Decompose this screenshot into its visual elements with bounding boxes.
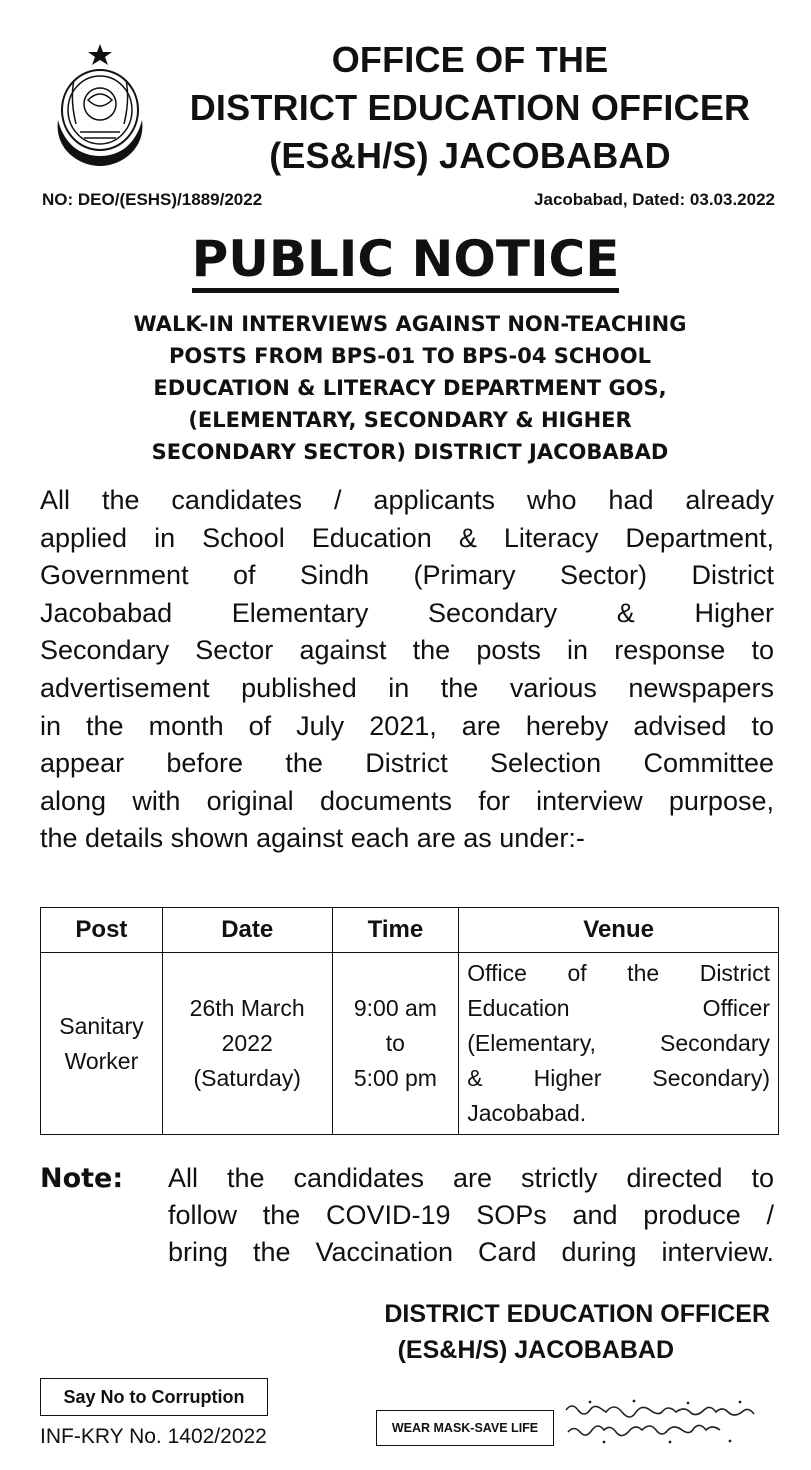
column-header-post: Post [41, 908, 163, 953]
venue-line: & Higher Secondary) [467, 1065, 770, 1091]
column-header-time: Time [332, 908, 459, 953]
body-line: in the month of July 2021, are hereby advised to [40, 710, 774, 741]
cell-post [41, 953, 163, 1135]
signature-office: (ES&H/S) JACOBABAD [397, 1336, 674, 1364]
body-line: along with original documents for interview purpose, [40, 785, 774, 816]
table-header-row [41, 908, 779, 953]
office-line: DISTRICT EDUCATION OFFICER [189, 87, 751, 128]
notice-title [0, 228, 811, 290]
subtitle-line: (ELEMENTARY, SECONDARY & HIGHER [188, 408, 632, 432]
signature-title: DISTRICT EDUCATION OFFICER [384, 1300, 770, 1328]
cell-time [332, 953, 459, 1135]
column-header-date: Date [162, 908, 332, 953]
notice-title-text: PUBLIC NOTICE [192, 230, 620, 293]
sindh-government-emblem-logo [40, 40, 160, 170]
venue-line: Office of the District [467, 960, 770, 986]
body-line: Jacobabad Elementary Secondary & Higher [40, 597, 774, 628]
body-line: the details shown against each are as under:- [40, 823, 585, 854]
reference-number: NO: DEO/(ESHS)/1889/2022 [42, 190, 263, 209]
interview-schedule-table [40, 907, 779, 1135]
date-line: 2022 [221, 1030, 273, 1056]
table-row [41, 953, 779, 1135]
time-line: to [385, 1030, 405, 1056]
body-line: advertisement published in the various newspapers [40, 672, 774, 703]
note-text [168, 1160, 774, 1271]
urdu-slogan-calligraphy [560, 1392, 780, 1452]
note-line: follow the COVID-19 SOPs and produce / [168, 1200, 774, 1230]
venue-line: Education Officer [467, 995, 770, 1021]
subtitle-line: SECONDARY SECTOR) DISTRICT JACOBABAD [151, 440, 669, 464]
note-line: All the candidates are strictly directed to [168, 1163, 774, 1193]
notice-subtitle [40, 308, 780, 468]
time-line: 5:00 pm [353, 1065, 437, 1091]
notice-body [40, 482, 774, 858]
wear-mask-box: WEAR MASK-SAVE LIFE [376, 1410, 554, 1446]
subtitle-line: EDUCATION & LITERACY DEPARTMENT GOS, [153, 376, 667, 400]
note-label: Note: [40, 1163, 124, 1194]
body-line: Secondary Sector against the posts in response to [40, 635, 774, 666]
note-line: bring the Vaccination Card during interview. [168, 1237, 774, 1267]
office-line: OFFICE OF THE [331, 39, 609, 80]
say-no-to-corruption-box: Say No to Corruption [40, 1378, 268, 1416]
office-line: (ES&H/S) JACOBABAD [269, 135, 671, 176]
body-line: Government of Sindh (Primary Sector) District [40, 560, 774, 591]
post-line: Worker [64, 1047, 139, 1074]
column-header-venue: Venue [459, 908, 779, 953]
post-line: Sanitary [59, 1012, 144, 1039]
body-line: appear before the District Selection Committee [40, 748, 774, 779]
issue-date: Jacobabad, Dated: 03.03.2022 [534, 190, 775, 209]
venue-line: (Elementary, Secondary [467, 1030, 770, 1056]
inf-number: INF-KRY No. 1402/2022 [40, 1425, 267, 1448]
cell-date [162, 953, 332, 1135]
office-heading [160, 36, 780, 180]
subtitle-line: POSTS FROM BPS-01 TO BPS-04 SCHOOL [169, 344, 651, 368]
time-line: 9:00 am [353, 995, 437, 1021]
signature-block [200, 1296, 770, 1368]
body-line: All the candidates / applicants who had already [40, 485, 774, 515]
date-line: (Saturday) [193, 1065, 301, 1091]
cell-venue [459, 953, 779, 1135]
subtitle-line: WALK-IN INTERVIEWS AGAINST NON-TEACHING [133, 312, 687, 336]
date-line: 26th March [189, 995, 305, 1021]
venue-line: Jacobabad. [467, 1100, 587, 1126]
body-line: applied in School Education & Literacy Department, [40, 522, 774, 553]
